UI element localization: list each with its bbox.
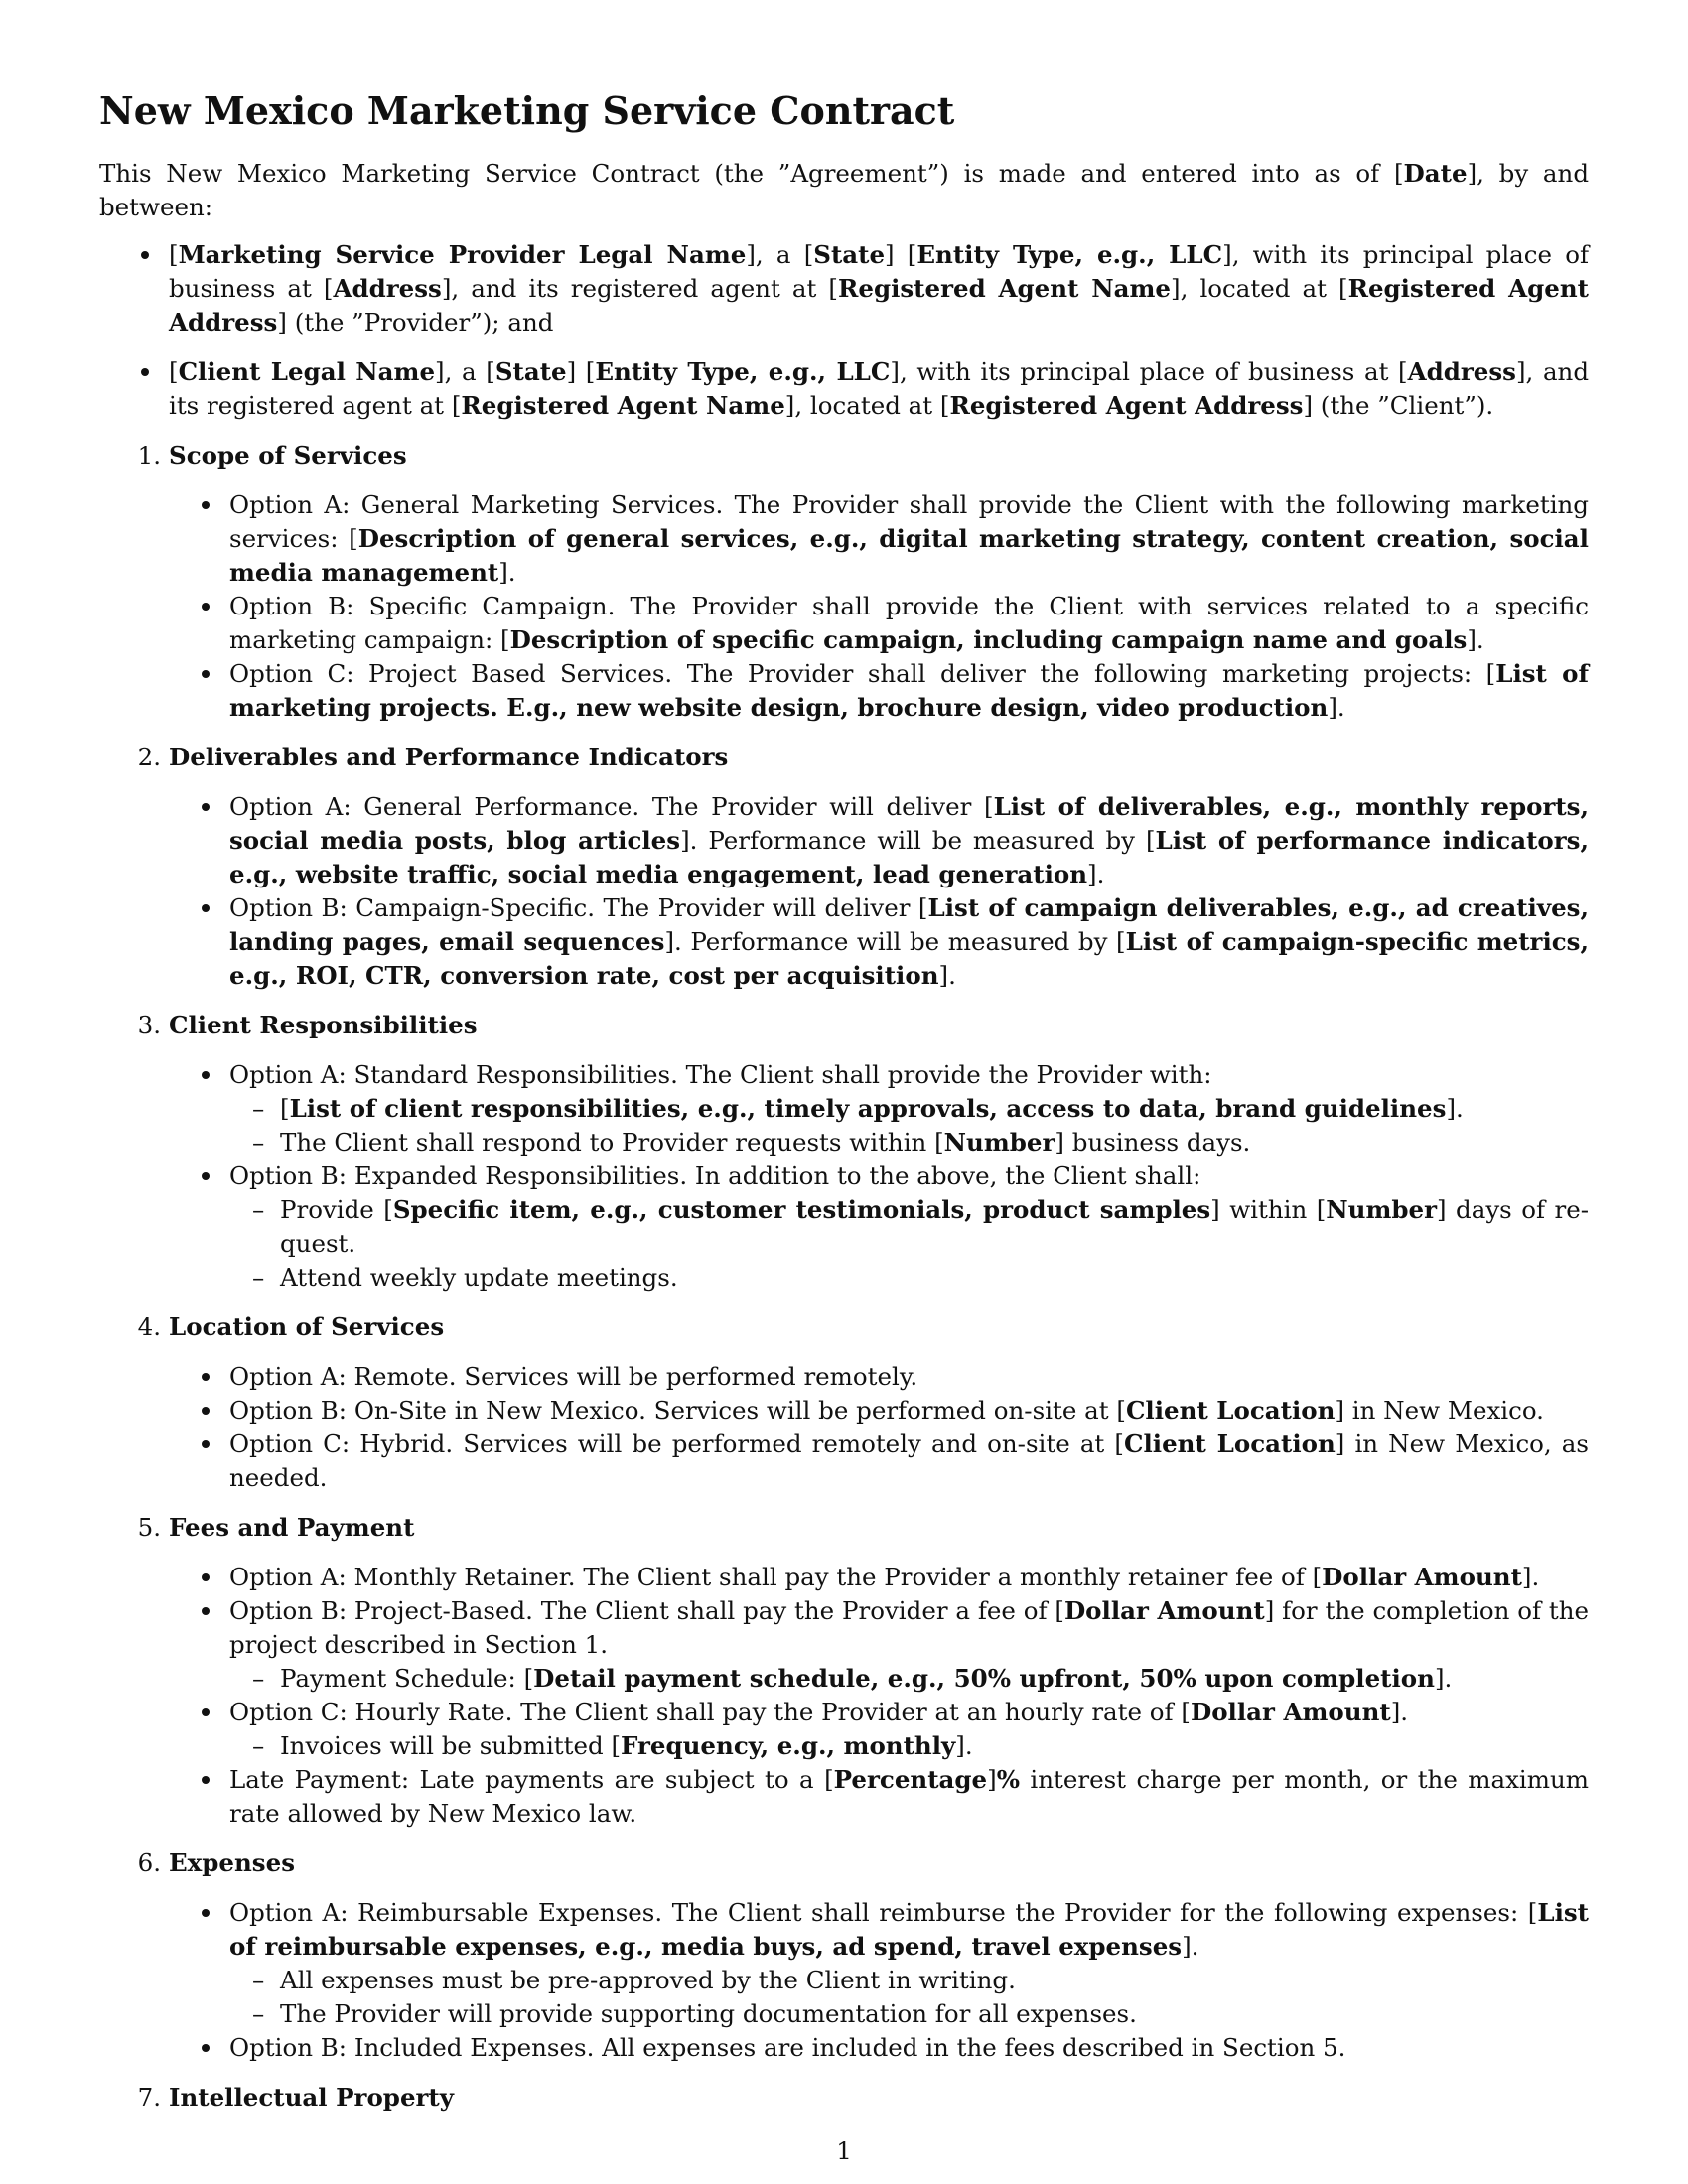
option-item: Option A: General Marketing Services. The Provider shall provide the Client with the following marketing services: [Description of general services, e.g., digital marketing strategy, content creation, social media management]. <box>229 488 1589 590</box>
section-intellectual-property <box>137 2081 1589 2115</box>
section-number: 4. <box>137 1312 161 1341</box>
bullet-icon <box>202 2044 210 2052</box>
document-title: New Mexico Marketing Service Contract <box>99 88 955 133</box>
section-number: 1. <box>137 441 161 470</box>
section-number: 2. <box>137 743 161 771</box>
section-title: Fees and Payment <box>169 1513 415 1542</box>
dash-icon: – <box>252 1999 265 2028</box>
bullet-icon <box>202 1573 210 1581</box>
section-fees-and-payment <box>137 1511 1589 1831</box>
sub-item: – Attend weekly update meetings. <box>280 1261 1589 1295</box>
bullet-icon <box>202 1071 210 1079</box>
bullet-icon <box>202 1776 210 1784</box>
bullet-icon <box>202 670 210 678</box>
option-item: Option C: Project Based Services. The Provider shall deliver the following marketing projects: [List of marketing projects. E.g., new website design, brochure design, video production]. <box>229 657 1589 725</box>
dash-icon: – <box>252 1195 265 1224</box>
document-page <box>99 85 1589 2130</box>
section-title: Client Responsibilities <box>169 1011 478 1039</box>
section-title: Expenses <box>169 1848 295 1877</box>
dash-icon: – <box>252 1966 265 1994</box>
parties-list <box>99 238 1589 423</box>
sub-item: – The Client shall respond to Provider requests within [Number] business days. <box>280 1126 1589 1160</box>
sub-item: – Invoices will be submitted [Frequency, e.g., monthly]. <box>280 1729 1589 1763</box>
bullet-icon <box>202 1440 210 1448</box>
section-location-of-services <box>137 1310 1589 1495</box>
bullet-icon <box>202 1708 210 1716</box>
section-scope-of-services <box>137 439 1589 725</box>
sub-item: – All expenses must be pre-approved by the Client in writing. <box>280 1964 1589 1997</box>
party-provider: [Marketing Service Provider Legal Name], a [State] [Entity Type, e.g., LLC], with its principal place of business at [Address], and its registered agent at [Registered Agent Name], located at [Registered Agent Address] (the ”Provider”); and <box>169 238 1589 340</box>
sections-list <box>99 439 1589 2115</box>
party-client: [Client Legal Name], a [State] [Entity Type, e.g., LLC], with its principal place of business at [Address], and its registered agent at [Registered Agent Name], located at [Registered Agent Address] (the ”Client”). <box>169 355 1589 423</box>
dash-icon: – <box>252 1128 265 1157</box>
bullet-icon <box>202 904 210 912</box>
option-item: Option B: Included Expenses. All expenses are included in the fees described in Section 5. <box>229 2031 1589 2065</box>
bullet-icon <box>202 1407 210 1415</box>
section-title: Intellectual Property <box>169 2083 454 2112</box>
bullet-icon <box>141 251 149 259</box>
option-item: Option B: Campaign-Specific. The Provider will deliver [List of campaign deliverables, e.g., ad creatives, landing pages, email sequences]. Performance will be measured by [List of campaign-specific metrics, e.g., ROI, CTR, conversion rate, cost per acquisition]. <box>229 891 1589 993</box>
option-item: Option B: Project-Based. The Client shall pay the Provider a fee of [Dollar Amount] for the completion of the project described in Section 1. – Payment Schedule: [Detail payment schedule, e.g., 50% upfront, 50% upon completion]. <box>229 1594 1589 1696</box>
intro-paragraph: This New Mexico Marketing Service Contract (the ”Agreement”) is made and entered into as of [Date], by and between: <box>99 159 1589 221</box>
sub-item: – Provide [Specific item, e.g., customer testimonials, product samples] within [Number] days of re-quest. <box>252 1195 1589 1258</box>
option-item: Option B: Expanded Responsibilities. In addition to the above, the Client shall: – Provide [Specific item, e.g., customer testimonials, product samples] within [Number] days of re-quest. – Attend weekly update meetings. <box>229 1160 1589 1295</box>
section-title: Scope of Services <box>169 441 407 470</box>
option-item: Option C: Hybrid. Services will be performed remotely and on-site at [Client Location] in New Mexico, as needed. <box>229 1428 1589 1495</box>
bullet-icon <box>202 1909 210 1917</box>
section-number: 5. <box>137 1513 161 1542</box>
sub-item: – Payment Schedule: [Detail payment schedule, e.g., 50% upfront, 50% upon completion]. <box>280 1662 1589 1696</box>
section-deliverables <box>137 741 1589 993</box>
page-number: 1 <box>836 2136 852 2165</box>
section-title: Location of Services <box>169 1312 445 1341</box>
option-item: Late Payment: Late payments are subject to a [Percentage]% interest charge per month, or the maximum rate allowed by New Mexico law. <box>229 1763 1589 1831</box>
option-item: Option A: Standard Responsibilities. The Client shall provide the Provider with: – [List of client responsibilities, e.g., timely approvals, access to data, brand guidelines]. – The Client shall respond to Provider requests within [Number] business days. <box>229 1058 1589 1160</box>
bullet-icon <box>202 603 210 611</box>
dash-icon: – <box>252 1094 265 1123</box>
option-item: Option A: General Performance. The Provider will deliver [List of deliverables, e.g., monthly reports, social media posts, blog articles]. Performance will be measured by [List of performance indicators, e.g., website traffic, social media engagement, lead generation]. <box>229 790 1589 891</box>
section-number: 3. <box>137 1011 161 1039</box>
sub-item: – [List of client responsibilities, e.g., timely approvals, access to data, brand guidelines]. <box>280 1092 1589 1126</box>
section-number: 6. <box>137 1848 161 1877</box>
bullet-icon <box>202 1373 210 1381</box>
dash-icon: – <box>252 1731 265 1760</box>
option-item: Option B: Specific Campaign. The Provider shall provide the Client with services related to a specific marketing campaign: [Description of specific campaign, including campaign name and goals]. <box>229 590 1589 657</box>
section-expenses <box>137 1846 1589 2065</box>
dash-icon: – <box>252 1664 265 1693</box>
section-number: 7. <box>137 2083 161 2112</box>
option-item: Option B: On-Site in New Mexico. Services will be performed on-site at [Client Location] in New Mexico. <box>229 1394 1589 1428</box>
option-item: Option A: Monthly Retainer. The Client shall pay the Provider a monthly retainer fee of [Dollar Amount]. <box>229 1561 1589 1594</box>
bullet-icon <box>202 803 210 811</box>
bullet-icon <box>202 1607 210 1615</box>
dash-icon: – <box>252 1263 265 1292</box>
option-item: Option C: Hourly Rate. The Client shall pay the Provider at an hourly rate of [Dollar Amount]. – Invoices will be submitted [Frequency, e.g., monthly]. <box>229 1696 1589 1763</box>
date-placeholder: Date <box>1403 159 1468 188</box>
option-item: Option A: Reimbursable Expenses. The Client shall reimburse the Provider for the following expenses: [List of reimbursable expenses, e.g., media buys, ad spend, travel expenses]. – All expenses must be pre-approved by the Client in writing. – The Provider will provide supporting documentation for all expenses. <box>229 1896 1589 2031</box>
section-title: Deliverables and Performance Indicators <box>169 743 729 771</box>
section-client-responsibilities <box>137 1009 1589 1295</box>
option-item: Option A: Remote. Services will be performed remotely. <box>229 1360 1589 1394</box>
bullet-icon <box>141 368 149 376</box>
sub-item: – The Provider will provide supporting documentation for all expenses. <box>280 1997 1589 2031</box>
bullet-icon <box>202 501 210 509</box>
bullet-icon <box>202 1172 210 1180</box>
